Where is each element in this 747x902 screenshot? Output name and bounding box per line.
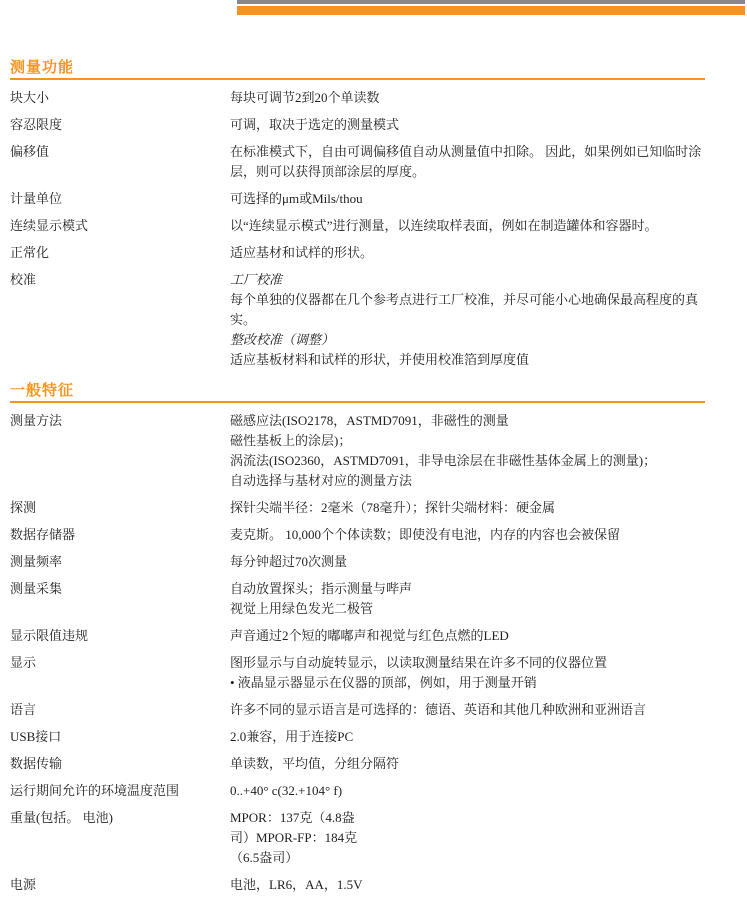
row-value bbox=[230, 142, 705, 182]
spec-row bbox=[10, 626, 705, 646]
spec-row bbox=[10, 411, 705, 491]
row-value bbox=[230, 579, 705, 619]
top-gray-bar bbox=[237, 0, 745, 4]
spec-row bbox=[10, 727, 705, 747]
row-label: 连续显示模式 bbox=[10, 218, 89, 233]
row-value-line: 每块可调节2到20个单读数 bbox=[230, 90, 380, 105]
row-label: 正常化 bbox=[10, 245, 50, 260]
row-value bbox=[230, 88, 705, 108]
spec-row bbox=[10, 552, 705, 572]
spec-row bbox=[10, 243, 705, 263]
section-rule bbox=[10, 78, 705, 80]
spec-row bbox=[10, 653, 705, 693]
spec-section bbox=[10, 383, 705, 895]
row-value bbox=[230, 115, 705, 135]
row-value-line: MPOR：137克（4.8盎 bbox=[230, 810, 355, 825]
row-value-line: 磁感应法(ISO2178，ASTMD7091，非磁性的测量 bbox=[230, 413, 509, 428]
spec-row bbox=[10, 498, 705, 518]
section-title: 一般特征 bbox=[10, 382, 75, 399]
row-value-line: 司）MPOR-FP：184克 bbox=[230, 830, 358, 845]
spec-row bbox=[10, 808, 705, 868]
row-value-line: 以“连续显示模式”进行测量，以连续取样表面，例如在制造罐体和容器时。 bbox=[230, 218, 658, 233]
row-value-line: 实。 bbox=[230, 312, 257, 327]
row-value bbox=[230, 216, 705, 236]
row-value-line: 每分钟超过70次测量 bbox=[230, 554, 348, 569]
row-value bbox=[230, 189, 705, 209]
spec-row bbox=[10, 88, 705, 108]
spec-row bbox=[10, 781, 705, 801]
row-value bbox=[230, 754, 705, 774]
row-value bbox=[230, 498, 705, 518]
row-value-line: 探针尖端半径：2毫米（78毫升）；探针尖端材料：硬金属 bbox=[230, 500, 556, 515]
row-label: 偏移值 bbox=[10, 144, 50, 159]
row-label: 测量采集 bbox=[10, 581, 63, 596]
row-value bbox=[230, 808, 705, 868]
row-value-line: 涡流法(ISO2360，ASTMD7091，非导电涂层在非磁性基体金属上的测量)； bbox=[230, 453, 657, 468]
row-value bbox=[230, 525, 705, 545]
row-value-line: 适应基板材料和试样的形状，并使用校准箔到厚度值 bbox=[230, 352, 530, 367]
spec-row bbox=[10, 142, 705, 182]
row-value-line: • 液晶显示器显示在仪器的顶部，例如，用于测量开销 bbox=[230, 675, 537, 690]
row-label: 测量频率 bbox=[10, 554, 63, 569]
row-value-line: 可选择的μm或Mils/thou bbox=[230, 191, 363, 206]
spec-row bbox=[10, 525, 705, 545]
row-value-line: 层，则可以获得顶部涂层的厚度。 bbox=[230, 164, 426, 179]
row-value-line: 0..+40° c(32.+104° f) bbox=[230, 783, 343, 798]
spec-section bbox=[10, 60, 705, 370]
row-label: 测量方法 bbox=[10, 413, 63, 428]
row-value bbox=[230, 243, 705, 263]
row-value bbox=[230, 875, 705, 895]
row-value bbox=[230, 552, 705, 572]
row-value bbox=[230, 411, 705, 491]
row-value-line: 电池，LR6，AA，1.5V bbox=[230, 877, 363, 892]
row-label: 探测 bbox=[10, 500, 37, 515]
row-value bbox=[230, 727, 705, 747]
row-value-line: 适应基材和试样的形状。 bbox=[230, 245, 374, 260]
row-label: 显示 bbox=[10, 655, 37, 670]
row-value bbox=[230, 781, 705, 801]
row-value bbox=[230, 700, 705, 720]
row-label: 计量单位 bbox=[10, 191, 63, 206]
spec-row bbox=[10, 189, 705, 209]
section-title: 测量功能 bbox=[10, 59, 75, 76]
row-label: 容忍限度 bbox=[10, 117, 63, 132]
row-label: USB接口 bbox=[10, 729, 62, 744]
section-rule bbox=[10, 401, 705, 403]
row-value bbox=[230, 626, 705, 646]
row-value bbox=[230, 653, 705, 693]
row-label: 数据存储器 bbox=[10, 527, 76, 542]
row-value-line: 2.0兼容，用于连接PC bbox=[230, 729, 354, 744]
row-label: 显示限值违规 bbox=[10, 628, 89, 643]
row-label: 运行期间允许的环境温度范围 bbox=[10, 783, 180, 798]
row-value-line: 自动放置探头；指示测量与哔声 bbox=[230, 581, 413, 596]
row-value-line: 整改校准（调整） bbox=[230, 332, 335, 347]
spec-row bbox=[10, 216, 705, 236]
spec-row bbox=[10, 754, 705, 774]
row-value-line: 声音通过2个短的嘟嘟声和视觉与红色点燃的LED bbox=[230, 628, 509, 643]
row-value-line: 每个单独的仪器都在几个参考点进行工厂校准，并尽可能小心地确保最高程度的真 bbox=[230, 292, 699, 307]
row-value-line: 自动选择与基材对应的测量方法 bbox=[230, 473, 413, 488]
row-value-line: 磁性基板上的涂层)； bbox=[230, 433, 352, 448]
spec-document bbox=[10, 47, 705, 902]
spec-row bbox=[10, 875, 705, 895]
row-value-line: 单读数，平均值，分组分隔符 bbox=[230, 756, 400, 771]
row-label: 校准 bbox=[10, 272, 37, 287]
row-value-line: 图形显示与自动旋转显示，以读取测量结果在许多不同的仪器位置 bbox=[230, 655, 608, 670]
row-value-line: 视觉上用绿色发光二极管 bbox=[230, 601, 374, 616]
row-value-line: 许多不同的显示语言是可选择的：德语、英语和其他几种欧洲和亚洲语言 bbox=[230, 702, 647, 717]
spec-row bbox=[10, 270, 705, 370]
row-value bbox=[230, 270, 705, 370]
spec-row bbox=[10, 115, 705, 135]
row-value-line: 在标准模式下，自由可调偏移值自动从测量值中扣除。 因此，如果例如已知临时涂 bbox=[230, 144, 702, 159]
row-label: 电源 bbox=[10, 877, 37, 892]
row-label: 重量(包括。 电池) bbox=[10, 810, 113, 825]
row-label: 数据传输 bbox=[10, 756, 63, 771]
row-label: 块大小 bbox=[10, 90, 50, 105]
spec-row bbox=[10, 579, 705, 619]
top-orange-bar bbox=[237, 6, 745, 15]
row-label: 语言 bbox=[10, 702, 37, 717]
spec-row bbox=[10, 700, 705, 720]
row-value-line: 麦克斯。 10,000个个体读数；即使没有电池，内存的内容也会被保留 bbox=[230, 527, 621, 542]
row-value-line: 工厂校准 bbox=[230, 272, 283, 287]
row-value-line: （6.5盎司） bbox=[230, 850, 299, 865]
row-value-line: 可调，取决于选定的测量模式 bbox=[230, 117, 400, 132]
